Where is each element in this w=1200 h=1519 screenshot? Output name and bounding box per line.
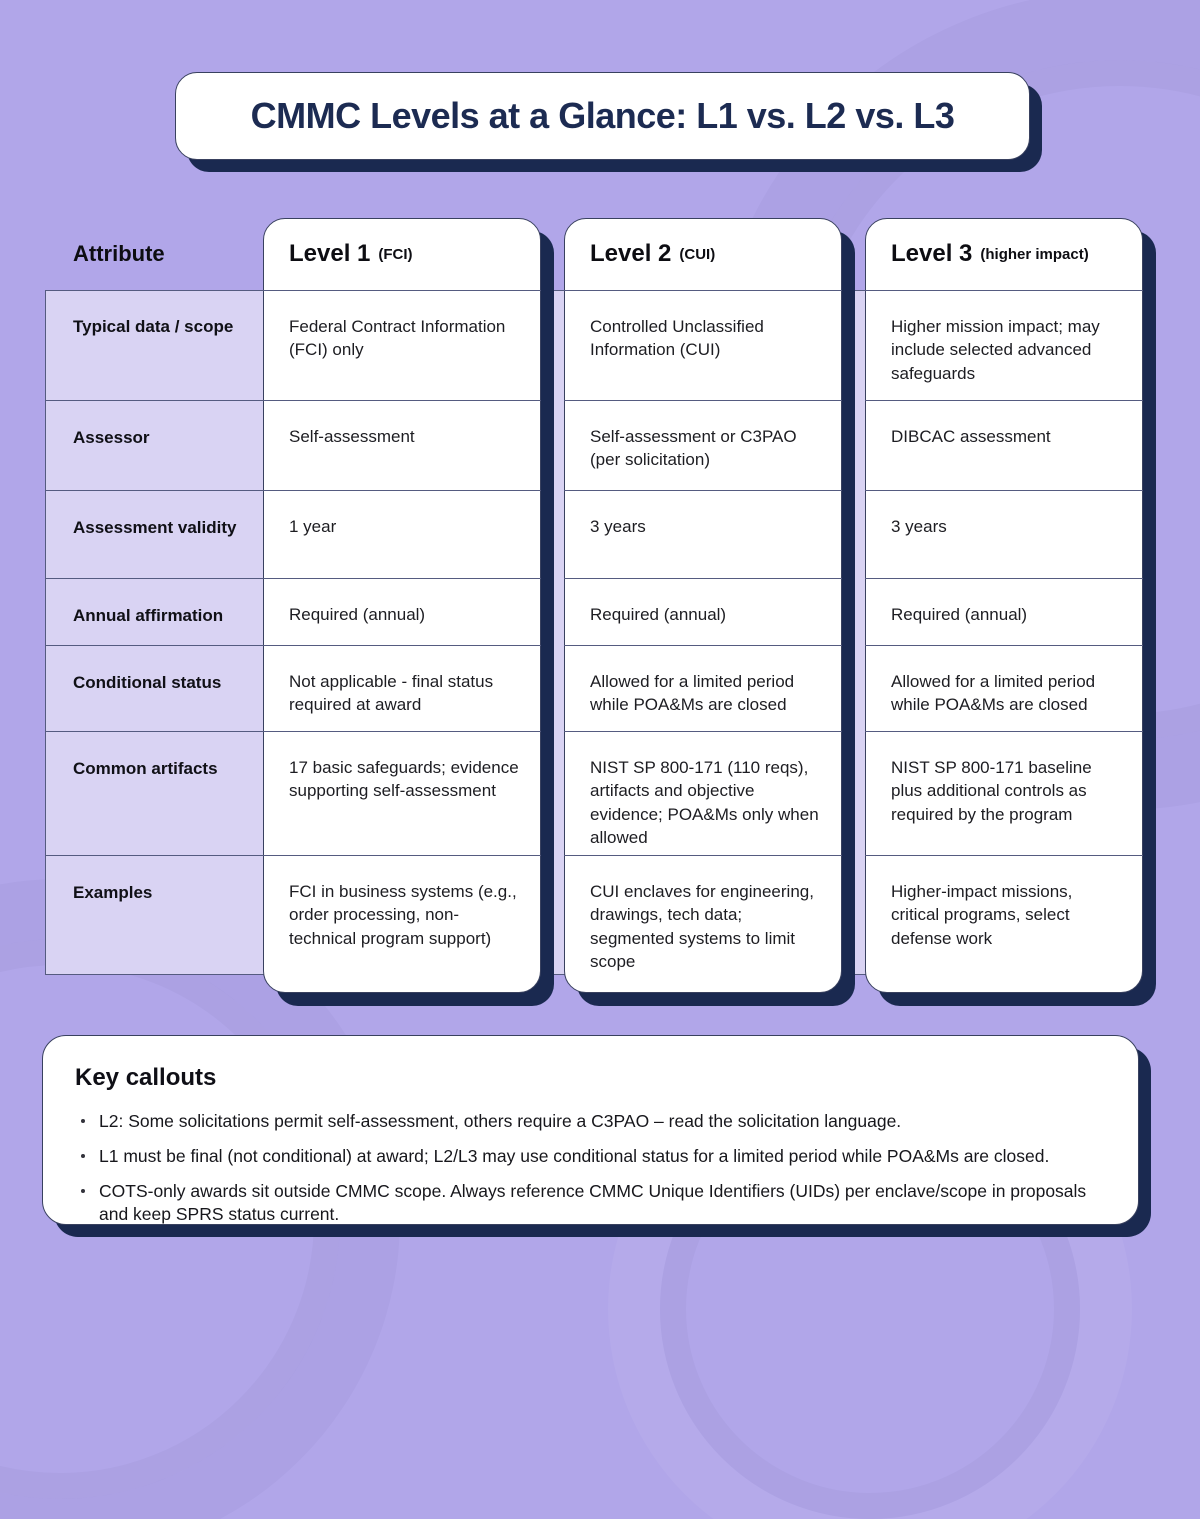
- cell-assessor-level3: DIBCAC assessment: [865, 400, 1143, 490]
- level3-name: Level 3: [891, 240, 973, 267]
- page-title: CMMC Levels at a Glance: L1 vs. L2 vs. L3: [250, 95, 955, 136]
- comparison-table: [45, 218, 1143, 993]
- level2-name: Level 2: [590, 240, 672, 267]
- level3-qualifier: (higher impact): [980, 245, 1089, 263]
- cell-artifacts-level3: NIST SP 800-171 baseline plus additional controls as required by the program: [865, 731, 1143, 855]
- cell-affirmation-level3: Required (annual): [865, 578, 1143, 645]
- cell-validity-level3: 3 years: [865, 490, 1143, 578]
- row-label-assessment-validity: Assessment validity: [45, 490, 263, 578]
- cell-affirmation-level1: Required (annual): [263, 578, 541, 645]
- cell-conditional-level2: Allowed for a limited period while POA&Ms are closed: [564, 645, 842, 731]
- callout-text: COTS-only awards sit outside CMMC scope. Always reference CMMC Unique Identifiers (UIDs) per enclave/scope in proposals and keep SPRS status current.: [99, 1181, 1087, 1225]
- callout-text: L1 must be final (not conditional) at award; L2/L3 may use conditional status for a limited period while POA&Ms are closed.: [99, 1146, 1050, 1167]
- level1-name: Level 1: [289, 240, 371, 267]
- row-label-conditional-status: Conditional status: [45, 645, 263, 731]
- callout-item: [75, 1145, 1102, 1168]
- cell-examples-level3: Higher-impact missions, critical programs, select defense work: [865, 855, 1143, 975]
- title-card: [175, 72, 1030, 160]
- row-label-annual-affirmation: Annual affirmation: [45, 578, 263, 645]
- row-label-assessor: Assessor: [45, 400, 263, 490]
- cell-examples-level2: CUI enclaves for engineering, drawings, tech data; segmented systems to limit scope: [564, 855, 842, 975]
- cell-validity-level1: 1 year: [263, 490, 541, 578]
- callout-text: L2: Some solicitations permit self-assessment, others require a C3PAO – read the solicitation language.: [99, 1111, 902, 1131]
- row-label-examples: Examples: [45, 855, 263, 975]
- attribute-column-header: Attribute: [73, 241, 165, 266]
- cell-conditional-level1: Not applicable - final status required at award: [263, 645, 541, 731]
- row-label-common-artifacts: Common artifacts: [45, 731, 263, 855]
- cell-typical-data-level1: Federal Contract Information (FCI) only: [263, 290, 541, 400]
- level1-column-header: [263, 218, 541, 290]
- level1-qualifier: (FCI): [378, 245, 413, 263]
- key-callouts-card: [42, 1035, 1139, 1225]
- callout-item: [75, 1110, 1102, 1133]
- bullet-dot-icon: [81, 1189, 85, 1193]
- cell-affirmation-level2: Required (annual): [564, 578, 842, 645]
- cell-assessor-level1: Self-assessment: [263, 400, 541, 490]
- cell-validity-level2: 3 years: [564, 490, 842, 578]
- callout-item: [75, 1180, 1102, 1226]
- cell-assessor-level2: Self-assessment or C3PAO (per solicitation): [564, 400, 842, 490]
- cell-artifacts-level2: NIST SP 800-171 (110 reqs), artifacts and objective evidence; POA&Ms only when allowed: [564, 731, 842, 855]
- cell-artifacts-level1: 17 basic safeguards; evidence supporting self-assessment: [263, 731, 541, 855]
- cell-examples-level1: FCI in business systems (e.g., order processing, non-technical program support): [263, 855, 541, 975]
- key-callouts-list: [75, 1110, 1102, 1226]
- row-label-typical-data-scope: Typical data / scope: [73, 317, 234, 336]
- level3-column-header: [865, 218, 1143, 290]
- cell-typical-data-level3: Higher mission impact; may include selected advanced safeguards: [865, 290, 1143, 400]
- cell-conditional-level3: Allowed for a limited period while POA&Ms are closed: [865, 645, 1143, 731]
- bullet-dot-icon: [81, 1154, 85, 1158]
- cell-typical-data-level2: Controlled Unclassified Information (CUI): [564, 290, 842, 400]
- level2-qualifier: (CUI): [679, 245, 716, 263]
- bullet-dot-icon: [81, 1119, 85, 1123]
- level2-column-header: [564, 218, 842, 290]
- key-callouts-heading: Key callouts: [75, 1064, 217, 1091]
